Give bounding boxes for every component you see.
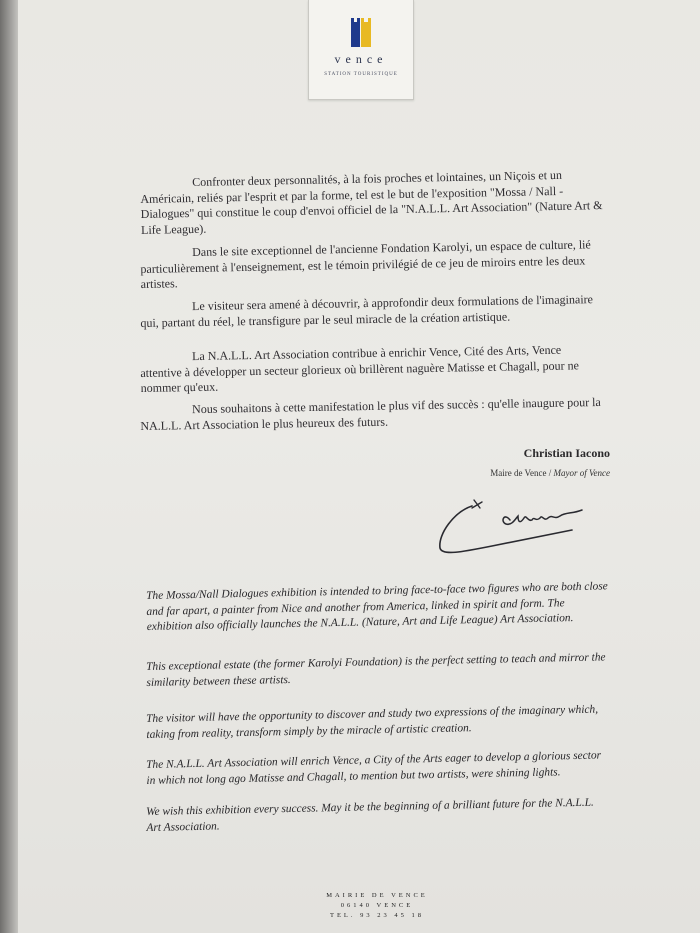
english-paragraph-2: This exceptional estate (the former Karolyi Foundation) is the perfect setting to teach and mirror the similarity between these artists. <box>146 651 606 689</box>
vence-emblem-icon <box>349 16 373 49</box>
letterhead-logo <box>308 0 414 100</box>
footer-line-2: 06140 VENCE <box>340 902 414 909</box>
english-paragraph-3: The visitor will have the opportunity to discover and study two expressions of the imaginary which, taking from reality, transform simply by the miracle of artistic creation. <box>146 703 599 741</box>
letterhead-subtitle: STATION TOURISTIQUE <box>324 72 398 77</box>
french-paragraph-4: La N.A.L.L. Art Association contribue à enrichir Vence, Cité des Arts, Vence attentive à développer un secteur glorieux où brillèrent naguère Matisse et Chagall, pour ne nommer qu'eux. <box>140 342 579 396</box>
french-paragraph-1: Confronter deux personnalités, à la fois proches et lointaines, un Niçois et un Américain, reliés par l'esprit et par la forme, tel est le but de l'exposition "Mossa / Nall - Dialogues" qui constitue le coup d'envoi officiel de la "N.A.L.L. Art Association" (Nature Art & Life League). <box>140 167 603 237</box>
signatory-role <box>460 468 610 478</box>
footer-address <box>312 891 442 921</box>
signatory-block <box>460 446 610 478</box>
footer-line-1: MAIRIE DE VENCE <box>326 892 428 899</box>
english-paragraph-5: We wish this exhibition every success. May it be the beginning of a brilliant future for the N.A.L.L. Art Association. <box>146 796 594 834</box>
french-paragraph-5: Nous souhaitons à cette manifestation le plus vif des succès : qu'elle inaugure pour la NA.L.L. Art Association le plus heureux des futurs. <box>140 394 601 433</box>
signatory-role-fr: Maire de Vence / <box>490 468 552 478</box>
french-paragraph-3: Le visiteur sera amené à découvrir, à approfondir deux formulations de l'imaginaire qui, partant du réel, le transfigure par le seul miracle de la création artistique. <box>140 292 594 330</box>
handwritten-signature <box>432 492 602 562</box>
signatory-role-en: Mayor of Vence <box>553 468 610 478</box>
french-paragraph-2: Dans le site exceptionnel de l'ancienne Fondation Karolyi, un espace de culture, lié particulièrement à l'enseignement, est le témoin privilégié de ce jeu de miroirs entre les deux artistes. <box>140 237 591 292</box>
footer-line-3: TEL. 93 23 45 18 <box>329 912 425 919</box>
english-paragraph-4: The N.A.L.L. Art Association will enrich Vence, a City of the Arts eager to develop a glorious sector in which not long ago Matisse and Chagall, to mention but two artists, were shining lights. <box>146 749 602 787</box>
english-paragraph-1: The Mossa/Nall Dialogues exhibition is intended to bring face-to-face two figures who are both close and far apart, a painter from Nice and another from America, linked in spirit and form. The exhibition also officially launches the N.A.L.L. (Nature, Art and Life League) Art Association. <box>146 580 608 633</box>
letterhead-wordmark: vence <box>334 52 388 66</box>
signatory-name: Christian Iacono <box>523 446 610 460</box>
